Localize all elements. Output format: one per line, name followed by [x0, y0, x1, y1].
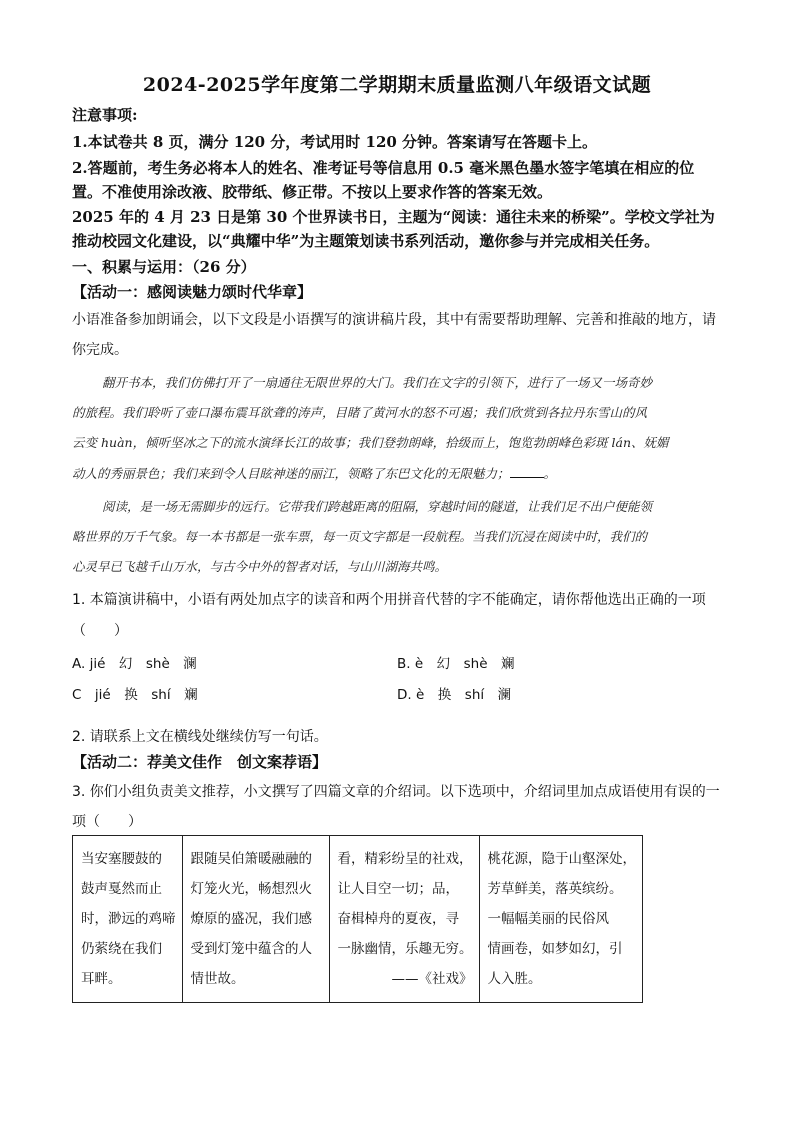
passage-line: 阅读，是一场无需脚步的远行。它带我们跨越距离的阻隔，穿越时间的隧道，让我们足不出户便能领 [102, 499, 653, 514]
cell-line: 燎原的盛况，我们感 [190, 911, 312, 927]
option-c: C jié 换 shí 斓 [72, 687, 198, 703]
activity-1-desc-line-1: 小语准备参加朗诵会，以下文段是小语撰写的演讲稿片段，其中有需要帮助理解、完善和推敲的地方，请 [72, 312, 716, 328]
fill-blank [510, 467, 544, 478]
notice-item-1: 1.本试卷共 8 页，满分 120 分，考试用时 120 分钟。答案请写在答题卡上。 [72, 133, 598, 151]
activity-1-desc-line-2: 你完成。 [72, 342, 128, 358]
cell-line: 当安塞腰鼓的 [81, 851, 162, 867]
page-title: 2024-2025学年度第二学期期末质量监测八年级语文试题 [142, 74, 652, 96]
question-3-line-1: 3. 你们小组负责美文推荐，小文撰写了四篇文章的介绍词。以下选项中，介绍词里加点成语使用有误的一 [72, 784, 720, 800]
intro-line-1: 2025 年的 4 月 23 日是第 30 个世界读书日，主题为“阅读：通往未来的桥梁”。学校文学社为 [72, 208, 715, 226]
cell-line: 受到灯笼中蕴含的人 [190, 941, 312, 957]
table-cell-lantern [182, 836, 329, 1003]
option-b: B. è 幻 shè 斓 [397, 656, 515, 672]
cell-line: 桃花源，隐于山壑深处， [487, 851, 636, 867]
notice-item-2-line-2: 置。不准使用涂改液、胶带纸、修正带。不按以上要求作答的答案无效。 [72, 183, 553, 201]
passage-line-end: 。 [543, 466, 557, 481]
cell-line: 人入胜。 [487, 971, 542, 987]
question-1-line-2: （ ） [72, 623, 128, 639]
recommendation-table [72, 835, 643, 1003]
question-2: 2. 请联系上文在横线处继续仿写一句话。 [72, 729, 328, 745]
question-3-line-2: 项（ ） [72, 814, 142, 830]
cell-line: 情世故。 [190, 971, 245, 987]
passage-line-text: 动人的秀丽景色；我们来到令人目眩神迷的丽江，领略了东巴文化的无限魅力； [72, 466, 510, 481]
activity-2-heading: 【活动二：荐美文佳作 创文案荐语】 [72, 753, 328, 771]
section-heading: 一、积累与运用：（26 分） [72, 258, 256, 276]
cell-line: 跟随吴伯箫暖融融的 [190, 851, 312, 867]
table-row [73, 836, 643, 1003]
cell-line: 一脉幽情，乐趣无穷。 [337, 941, 473, 957]
cell-line: 仍萦绕在我们 [81, 941, 162, 957]
cell-line: 让人目空一切；品， [337, 881, 459, 897]
question-1-line-1: 1. 本篇演讲稿中，小语有两处加点字的读音和两个用拼音代替的字不能确定，请你帮他选出正确的一项 [72, 592, 706, 608]
table-cell-peach-blossom [479, 836, 643, 1003]
cell-line: 耳畔。 [81, 971, 122, 987]
cell-line: ——《社戏》 [391, 971, 473, 987]
table-cell-ansai-drum [73, 836, 183, 1003]
intro-line-2: 推动校园文化建设，以“典耀中华”为主题策划读书系列活动，邀你参与并完成相关任务。 [72, 232, 660, 250]
passage-line: 心灵早已飞越千山万水，与古今中外的智者对话，与山川湖海共鸣。 [72, 559, 448, 574]
cell-line: 时，渺远的鸡啼 [81, 911, 176, 927]
passage-line: 云变 huàn，倾听坚冰之下的流水演绎长江的故事；我们登勃朗峰，拾级而上，饱览勃朗峰色彩斑 lán、妩媚 [72, 435, 669, 450]
activity-1-heading: 【活动一：感阅读魅力颂时代华章】 [72, 283, 313, 301]
table-cell-village-opera [329, 836, 479, 1003]
cell-line: 一幅幅美丽的民俗风 [487, 911, 609, 927]
cell-line: 看，精彩纷呈的社戏， [337, 851, 473, 867]
passage-line-with-blank [72, 464, 556, 482]
cell-line: 鼓声戛然而止 [81, 881, 162, 897]
passage-line: 的旅程。我们聆听了壶口瀑布震耳欲聋的涛声，目睹了黄河水的怒不可遏；我们欣赏到各拉丹东雪山的风 [72, 405, 648, 420]
option-d: D. è 换 shí 澜 [397, 687, 512, 703]
notice-item-2-line-1: 2.答题前，考生务必将本人的姓名、准考证号等信息用 0.5 毫米黑色墨水签字笔填在相应的位 [72, 159, 695, 177]
notice-heading: 注意事项: [72, 106, 138, 124]
passage-line: 略世界的万千气象。每一本书都是一张车票，每一页文字都是一段航程。当我们沉浸在阅读中时，我们的 [72, 529, 648, 544]
cell-line: 芳草鲜美，落英缤纷。 [487, 881, 623, 897]
passage-line: 翻开书本，我们仿佛打开了一扇通往无限世界的大门。我们在文字的引领下，进行了一场又一场奇妙 [102, 375, 653, 390]
cell-line: 奋楫棹舟的夏夜，寻 [337, 911, 459, 927]
option-a: A. jié 幻 shè 澜 [72, 656, 197, 672]
cell-line: 灯笼火光，畅想烈火 [190, 881, 312, 897]
cell-line: 情画卷，如梦如幻，引 [487, 941, 623, 957]
